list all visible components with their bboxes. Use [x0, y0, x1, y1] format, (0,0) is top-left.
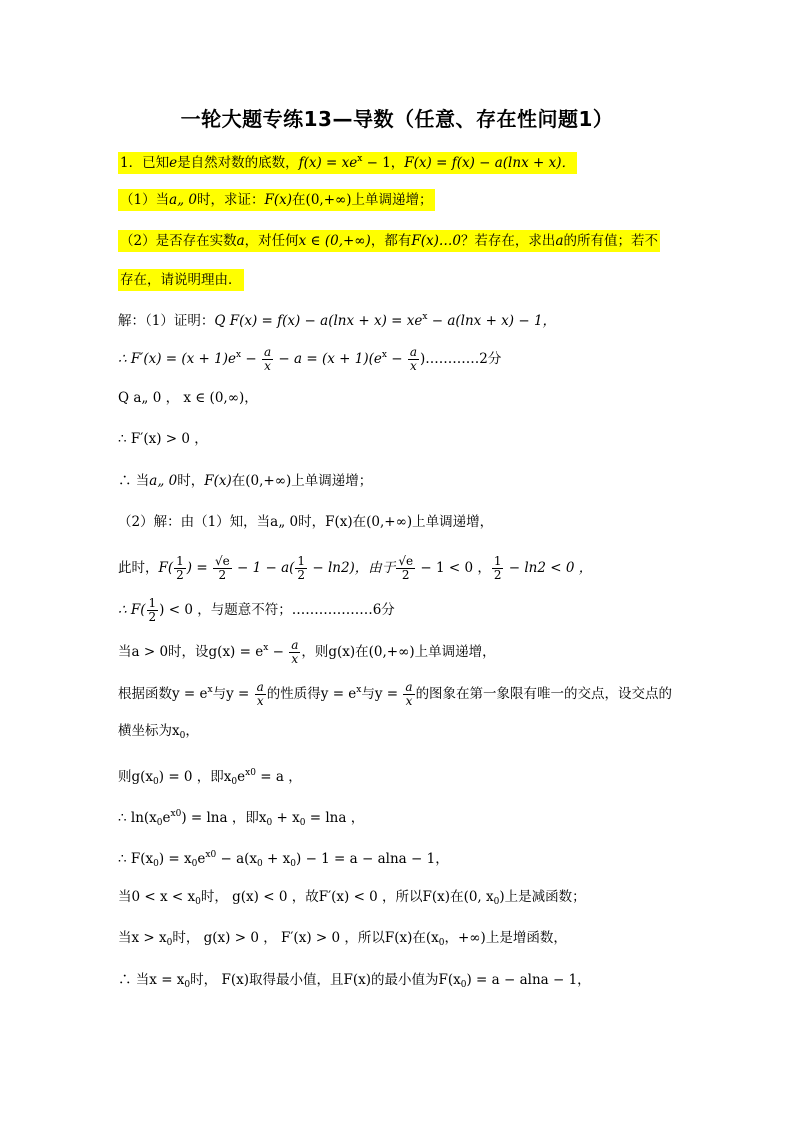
solution-line-11: 横坐标为$x_0$，: [118, 723, 199, 741]
fraction-one-half-2: $\frac{1}{2}$: [297, 554, 306, 582]
fraction-sqrt-e-over-2: $\frac{√e}{2}$: [214, 554, 230, 582]
fraction-one-half: $\frac{1}{2}$: [176, 554, 184, 582]
problem-part-2: [118, 232, 660, 250]
fraction-a-over-x-5: $\frac{a}{x}$: [405, 680, 413, 708]
fraction-a-over-x: $\frac{a}{x}$: [263, 345, 272, 373]
solution-line-14: ∴ $F(x_0) = x_0e^{x0} - a(x_0 + x_0) - 1 = a - alna - 1$，: [118, 850, 449, 869]
solution-line-15: 当$0 < x < x_0$时， g(x) < 0 ，故F′(x) < 0 ，所以F(x)在(0, $x_0$)上是减函数；: [118, 889, 586, 907]
fraction-a-over-x-4: $\frac{a}{x}$: [256, 680, 264, 708]
solution-line-3: Q a„ 0 ， x ∈ (0,∞)，: [118, 390, 258, 406]
part-2-highlight: （2）是否存在实数a，对任何x ∈ (0,+∞)，都有F(x)…0？若存在，求出a的所有值；若不: [118, 230, 660, 252]
fraction-sqrt-e-over-2-b: $\frac{√e}{2}$: [398, 554, 414, 582]
problem-part-2-cont: [118, 271, 244, 289]
part-1-highlight: （1）当a„ 0时，求证：F(x)在(0,+∞)上单调递增；: [118, 189, 435, 211]
solution-line-9: 当a > 0时，设$g(x) = e^x$ − $\frac{a}{x}$ ，则g(x)在(0,+∞)上单调递增，: [118, 638, 496, 666]
solution-line-4: ∴ F′(x) > 0 ，: [118, 431, 208, 447]
problem-part-1: [118, 191, 435, 209]
solution-line-10: 根据函数$y = e^x$与y = $\frac{a}{x}$ 的性质得$y = e^x$与y = $\frac{a}{x}$ 的图象在第一象限有唯一的交点，设交点的: [118, 680, 673, 708]
fraction-a-over-x-2: $\frac{a}{x}$: [409, 345, 417, 373]
part-2-cont-highlight: 存在，请说明理由．: [118, 269, 244, 291]
solution-line-1: 解：（1）证明：Q $F(x) = f(x) - a(\ln x + x) = xe^x - a(\ln x + x) - 1$，: [118, 312, 557, 329]
solution-line-2: ∴ $F'(x) = (x + 1)e^x$ − $\frac{a}{x}$ − $a = (x + 1)(e^x$ − $\frac{a}{x}$ )…………2分: [118, 345, 502, 373]
solution-line-5: ∴ 当a„ 0时，F(x)在(0,+∞)上单调递增；: [118, 473, 373, 489]
solution-line-12: 则$g(x_0) = 0$ ，即$x_0e^{x0} = a$ ，: [118, 768, 302, 787]
solution-line-7: 此时，F( $\frac{1}{2}$ ) = $\frac{√e}{2}$ − 1 − a( $\frac{1}{2}$ − ln2)，由于 $\frac{√e}{2}$ − 1 < 0 ， $\frac{1}{2}$ − ln2 < 0 ，: [118, 554, 593, 582]
solution-line-8: ∴ F( $\frac{1}{2}$ ) < 0 ，与题意不符；………………6分: [118, 596, 395, 624]
page-title: 一轮大题专练13—导数（任意、存在性问题1）: [180, 107, 614, 131]
problem-stem-highlight: 1．已知e是自然对数的底数，$f(x) = xe^x - 1$，F(x) = f(x) − a(lnx + x)．: [118, 152, 577, 174]
fraction-one-half-4: $\frac{1}{2}$: [148, 596, 157, 624]
solution-line-16: 当$x > x_0$时， g(x) > 0 ， F′(x) > 0 ，所以F(x)在($x_0$，+∞)上是增函数，: [118, 930, 567, 948]
fraction-one-half-3: $\frac{1}{2}$: [493, 554, 502, 582]
solution-line-13: ∴ $\ln(x_0e^{x0}) = \ln a$ ，即$x_0 + x_0 = \ln a$ ，: [118, 809, 365, 828]
solution-line-6: （2）解：由（1）知，当a„ 0时，F(x)在(0,+∞)上单调递增，: [118, 514, 494, 530]
problem-stem: [118, 150, 577, 172]
solution-line-17: ∴ 当$x = x_0$时， F(x)取得最小值，且F(x)的最小值为$F(x_0) = a - alna - 1$，: [118, 972, 591, 990]
fraction-a-over-x-3: $\frac{a}{x}$: [291, 638, 299, 666]
